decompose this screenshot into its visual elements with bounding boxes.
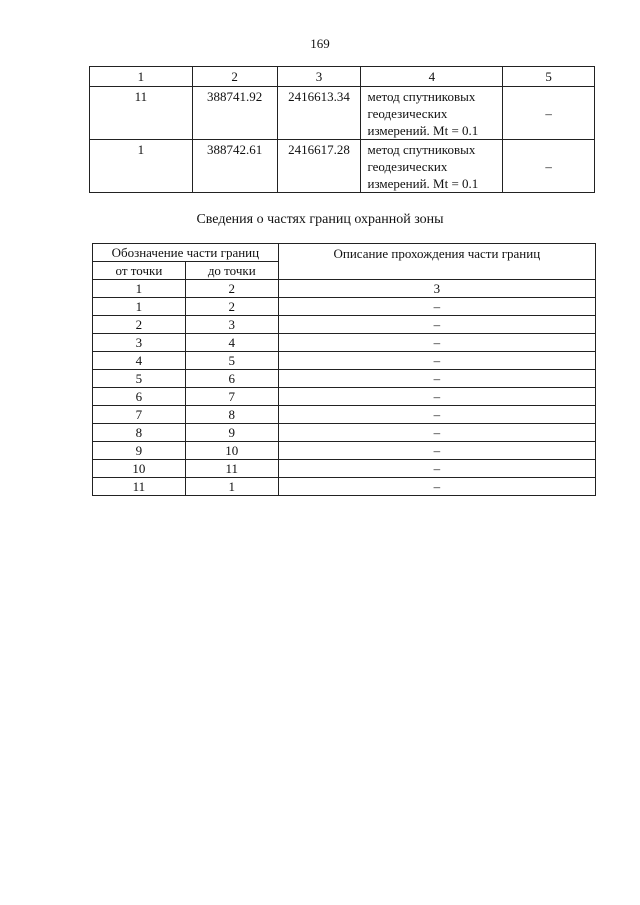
point-number: 1 [90,140,193,193]
table-row [93,460,596,478]
section-title: Сведения о частях границ охранной зоны [196,212,444,227]
header-boundary-designation: Обозначение части границ [93,244,279,262]
description-cell: – [278,460,595,478]
from-point-cell: 6 [93,388,186,406]
coordinate-row [90,140,595,193]
parts-header-row [93,244,596,262]
column-number-2: 2 [185,280,278,298]
table-row [93,478,596,496]
from-point-cell: 8 [93,424,186,442]
coordinates-header-row [90,67,595,87]
description-cell: – [278,298,595,316]
point-note: – [503,87,595,140]
column-number-4: 4 [361,67,503,87]
table-row [93,424,596,442]
description-cell: – [278,370,595,388]
column-number-1: 1 [90,67,193,87]
from-point-cell: 3 [93,334,186,352]
to-point-cell: 8 [185,406,278,424]
to-point-cell: 2 [185,298,278,316]
from-point-cell: 4 [93,352,186,370]
table-row [93,298,596,316]
coordinate-x: 388742.61 [192,140,277,193]
from-point-cell: 1 [93,298,186,316]
description-cell: – [278,388,595,406]
method-line: геодезических [367,106,448,121]
from-point-cell: 5 [93,370,186,388]
coordinates-table [89,66,595,193]
measurement-method [361,140,503,193]
table-row [93,388,596,406]
description-cell: – [278,478,595,496]
coordinate-row [90,87,595,140]
to-point-cell: 3 [185,316,278,334]
table-row [93,406,596,424]
from-point-cell: 7 [93,406,186,424]
boundary-parts-table [92,243,596,496]
point-note: – [503,140,595,193]
description-cell: – [278,352,595,370]
table-row [93,442,596,460]
description-cell: – [278,424,595,442]
to-point-cell: 11 [185,460,278,478]
header-boundary-description: Описание прохождения части границ [278,244,595,280]
description-cell: – [278,334,595,352]
table-row [93,334,596,352]
coordinate-y: 2416617.28 [277,140,361,193]
header-from-point: от точки [93,262,186,280]
table-row [93,352,596,370]
coordinate-y: 2416613.34 [277,87,361,140]
column-number-5: 5 [503,67,595,87]
from-point-cell: 2 [93,316,186,334]
to-point-cell: 5 [185,352,278,370]
parts-numbering-row [93,280,596,298]
page-number: 169 [310,36,330,51]
method-line: измерений. Mt = 0.1 [367,176,479,191]
method-line: метод спутниковых [367,89,476,104]
to-point-cell: 6 [185,370,278,388]
coordinate-x: 388741.92 [192,87,277,140]
table-row [93,316,596,334]
method-line: геодезических [367,159,448,174]
table-row [93,370,596,388]
to-point-cell: 1 [185,478,278,496]
method-line: измерений. Mt = 0.1 [367,123,479,138]
from-point-cell: 9 [93,442,186,460]
measurement-method [361,87,503,140]
column-number-3: 3 [278,280,595,298]
description-cell: – [278,442,595,460]
from-point-cell: 10 [93,460,186,478]
to-point-cell: 7 [185,388,278,406]
description-cell: – [278,316,595,334]
header-to-point: до точки [185,262,278,280]
description-cell: – [278,406,595,424]
point-number: 11 [90,87,193,140]
from-point-cell: 11 [93,478,186,496]
to-point-cell: 9 [185,424,278,442]
column-number-1: 1 [93,280,186,298]
to-point-cell: 4 [185,334,278,352]
column-number-2: 2 [192,67,277,87]
method-line: метод спутниковых [367,142,476,157]
to-point-cell: 10 [185,442,278,460]
column-number-3: 3 [277,67,361,87]
